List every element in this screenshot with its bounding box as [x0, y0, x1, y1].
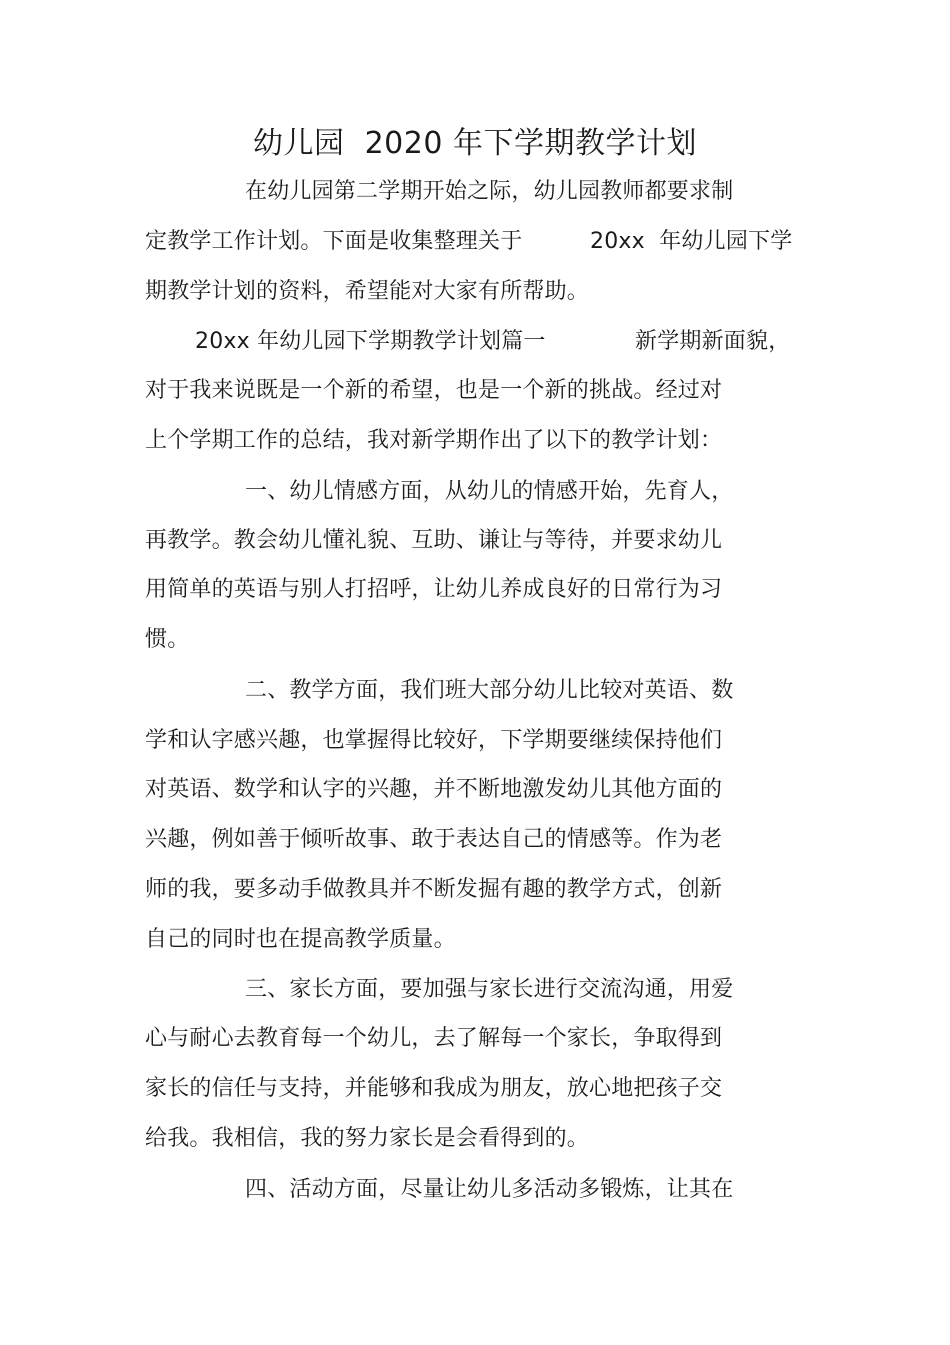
text-line: 对于我来说既是一个新的希望，也是一个新的挑战。经过对 — [145, 378, 723, 403]
text-line: 用简单的英语与别人打招呼，让幼儿养成良好的日常行为习 — [145, 577, 723, 602]
text-line: 兴趣，例如善于倾听故事、敢于表达自己的情感等。作为老 — [145, 827, 723, 852]
text-line: 四、活动方面，尽量让幼儿多活动多锻炼，让其在 — [245, 1177, 734, 1202]
text-line: 定教学工作计划。下面是收集整理关于 — [145, 229, 523, 254]
text-line: 20xx 年幼儿园下学 — [590, 229, 793, 254]
text-line: 在幼儿园第二学期开始之际，幼儿园教师都要求制 — [245, 179, 734, 204]
text-line: 三、家长方面，要加强与家长进行交流沟通，用爱 — [245, 977, 734, 1002]
document-title: 幼儿园 2020 年下学期教学计划 — [253, 126, 697, 161]
text-line: 给我。我相信，我的努力家长是会看得到的。 — [145, 1126, 590, 1151]
text-line: 再教学。教会幼儿懂礼貌、互助、谦让与等待，并要求幼儿 — [145, 528, 723, 553]
section-heading: 20xx 年幼儿园下学期教学计划篇一 — [195, 329, 546, 354]
text-line: 惯。 — [145, 627, 190, 652]
text-line: 自己的同时也在提高教学质量。 — [145, 927, 456, 952]
text-line: 对英语、数学和认字的兴趣，并不断地激发幼儿其他方面的 — [145, 777, 723, 802]
text-line: 一、幼儿情感方面，从幼儿的情感开始，先育人， — [245, 479, 734, 504]
text-line: 师的我，要多动手做教具并不断发掘有趣的教学方式，创新 — [145, 877, 723, 902]
text-line: 上个学期工作的总结，我对新学期作出了以下的教学计划： — [145, 428, 723, 453]
text-line: 家长的信任与支持，并能够和我成为朋友，放心地把孩子交 — [145, 1076, 723, 1101]
text-line: 新学期新面貌， — [635, 329, 791, 354]
text-line: 心与耐心去教育每一个幼儿，去了解每一个家长，争取得到 — [145, 1026, 723, 1051]
text-line: 期教学计划的资料，希望能对大家有所帮助。 — [145, 279, 590, 304]
text-line: 学和认字感兴趣，也掌握得比较好，下学期要继续保持他们 — [145, 728, 723, 753]
text-line: 二、教学方面，我们班大部分幼儿比较对英语、数 — [245, 678, 734, 703]
